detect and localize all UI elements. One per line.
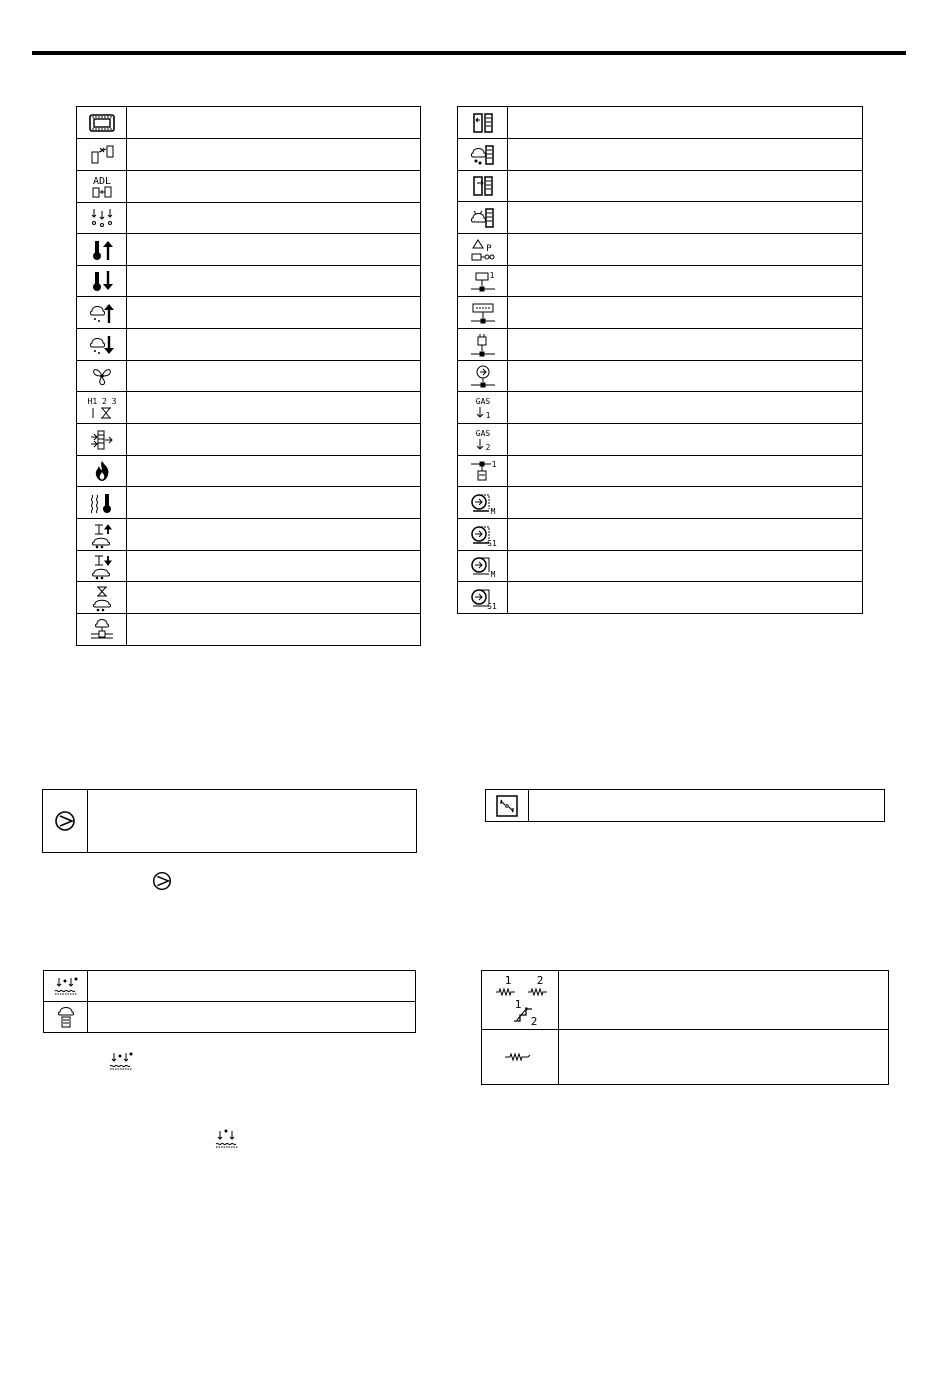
compressor-table	[42, 789, 417, 853]
unit-display-icon	[77, 107, 127, 139]
humidifier-valve-icon	[77, 614, 127, 646]
heat-thermometer-icon	[77, 487, 127, 519]
table-row	[43, 790, 417, 853]
line-sensor-1-icon	[458, 266, 508, 297]
top-rule	[32, 51, 906, 55]
table-row	[77, 139, 421, 171]
stage-number: 1	[504, 974, 512, 987]
table-row	[77, 107, 421, 139]
sensor-frame-icon	[486, 790, 529, 822]
gas-2-icon	[458, 424, 508, 456]
table-row	[458, 487, 863, 519]
compressor-label: S1	[486, 601, 497, 611]
row-text	[508, 551, 863, 582]
table-row	[77, 203, 421, 234]
table-row	[458, 139, 863, 171]
clock-timer-icon	[77, 392, 127, 424]
humidity-time-icon	[77, 582, 127, 614]
row-text	[508, 361, 863, 392]
timer-label: H1 2 3	[87, 396, 116, 406]
damper-icon	[77, 424, 127, 456]
temperature-down-icon	[77, 266, 127, 297]
compressor-s1-icon	[458, 519, 508, 551]
row-text	[127, 551, 421, 582]
stage-number: 1	[514, 998, 522, 1011]
left-symbol-table	[76, 106, 421, 646]
pressure-label: P	[485, 243, 492, 254]
row-text	[508, 519, 863, 551]
row-text	[127, 582, 421, 614]
gas-label: GAS	[475, 428, 490, 438]
table-row	[77, 392, 421, 424]
dehumidify-down-icon	[77, 329, 127, 361]
adl-link-icon	[77, 171, 127, 203]
sensor-table	[485, 789, 885, 822]
compressor-icon	[150, 869, 174, 898]
stage-number: 2	[536, 974, 544, 987]
defrost-icon	[77, 203, 127, 234]
row-text	[529, 790, 885, 822]
row-text	[88, 971, 416, 1002]
table-row	[458, 297, 863, 329]
compressor-label: M	[490, 570, 495, 579]
row-text	[508, 107, 863, 139]
row-text	[508, 424, 863, 456]
table-row	[458, 329, 863, 361]
humidifier-tank-icon	[44, 1002, 88, 1033]
row-text	[127, 266, 421, 297]
table-row	[77, 171, 421, 203]
row-text	[508, 456, 863, 487]
table-row	[458, 551, 863, 582]
table-row	[458, 266, 863, 297]
compressor-m-icon	[458, 487, 508, 519]
module-transfer-icon	[77, 139, 127, 171]
row-text	[127, 361, 421, 392]
table-row	[44, 1002, 416, 1033]
row-text	[127, 139, 421, 171]
line-valve-icon	[458, 361, 508, 392]
cooling-module-icon	[458, 202, 508, 234]
table-row	[77, 582, 421, 614]
row-text	[508, 582, 863, 614]
gas-1-icon	[458, 392, 508, 424]
compressor-s1-alt-icon	[458, 582, 508, 614]
table-row	[458, 424, 863, 456]
gas-number: 2	[485, 442, 490, 452]
table-row	[77, 329, 421, 361]
water-drops-icon	[107, 1049, 135, 1078]
row-text	[127, 297, 421, 329]
compressor-icon	[43, 790, 88, 853]
outlet-module-icon	[458, 171, 508, 202]
table-row	[458, 107, 863, 139]
water-table	[43, 970, 416, 1033]
table-row	[458, 361, 863, 392]
humidity-high-icon	[77, 519, 127, 551]
table-row	[458, 456, 863, 487]
row-text	[508, 234, 863, 266]
heating-flame-icon	[77, 456, 127, 487]
table-row	[458, 202, 863, 234]
row-text	[127, 614, 421, 646]
line-plug-icon	[458, 329, 508, 361]
row-text	[127, 392, 421, 424]
row-text	[508, 487, 863, 519]
temperature-up-icon	[77, 234, 127, 266]
row-text	[88, 790, 417, 853]
row-text	[559, 971, 889, 1030]
table-row	[77, 519, 421, 551]
table-row	[77, 266, 421, 297]
table-row	[458, 519, 863, 551]
row-text	[127, 456, 421, 487]
row-text	[508, 139, 863, 171]
line-display-icon	[458, 297, 508, 329]
heater-stages-icon	[482, 971, 559, 1030]
table-row	[77, 551, 421, 582]
row-text	[127, 171, 421, 203]
table-row	[486, 790, 885, 822]
row-text	[88, 1002, 416, 1033]
row-text	[127, 329, 421, 361]
table-row	[482, 971, 889, 1030]
humidity-module-icon	[458, 139, 508, 171]
table-row	[44, 971, 416, 1002]
row-text	[127, 519, 421, 551]
humidity-low-icon	[77, 551, 127, 582]
humidify-up-icon	[77, 297, 127, 329]
row-text	[508, 329, 863, 361]
stage-number: 2	[530, 1015, 538, 1028]
gas-number: 1	[485, 410, 490, 420]
inlet-module-icon	[458, 107, 508, 139]
row-text	[127, 107, 421, 139]
heater-table	[481, 970, 889, 1085]
table-row	[77, 487, 421, 519]
table-row	[77, 361, 421, 392]
table-row	[77, 614, 421, 646]
sensor-number: 1	[489, 271, 494, 280]
table-row	[77, 297, 421, 329]
compressor-m-alt-icon	[458, 551, 508, 582]
table-row	[482, 1030, 889, 1085]
water-drops-icon	[213, 1127, 241, 1156]
compressor-label: S1	[486, 538, 497, 548]
right-symbol-table	[457, 106, 863, 614]
table-row	[458, 234, 863, 266]
row-text	[127, 234, 421, 266]
row-text	[508, 202, 863, 234]
row-text	[127, 487, 421, 519]
compressor-label: M	[490, 506, 495, 516]
row-text	[127, 203, 421, 234]
sensor-number: 1	[491, 460, 496, 469]
table-row	[77, 424, 421, 456]
pressure-filter-icon	[458, 234, 508, 266]
gas-label: GAS	[475, 396, 490, 406]
line-sensor-drop-icon	[458, 456, 508, 487]
table-row	[458, 582, 863, 614]
water-drops-icon	[44, 971, 88, 1002]
row-text	[508, 266, 863, 297]
table-row	[458, 392, 863, 424]
heater-single-icon	[482, 1030, 559, 1085]
fan-icon	[77, 361, 127, 392]
table-row	[77, 234, 421, 266]
row-text	[508, 297, 863, 329]
adl-label: ADL	[92, 175, 111, 187]
row-text	[559, 1030, 889, 1085]
row-text	[508, 392, 863, 424]
table-row	[77, 456, 421, 487]
table-row	[458, 171, 863, 202]
row-text	[127, 424, 421, 456]
row-text	[508, 171, 863, 202]
